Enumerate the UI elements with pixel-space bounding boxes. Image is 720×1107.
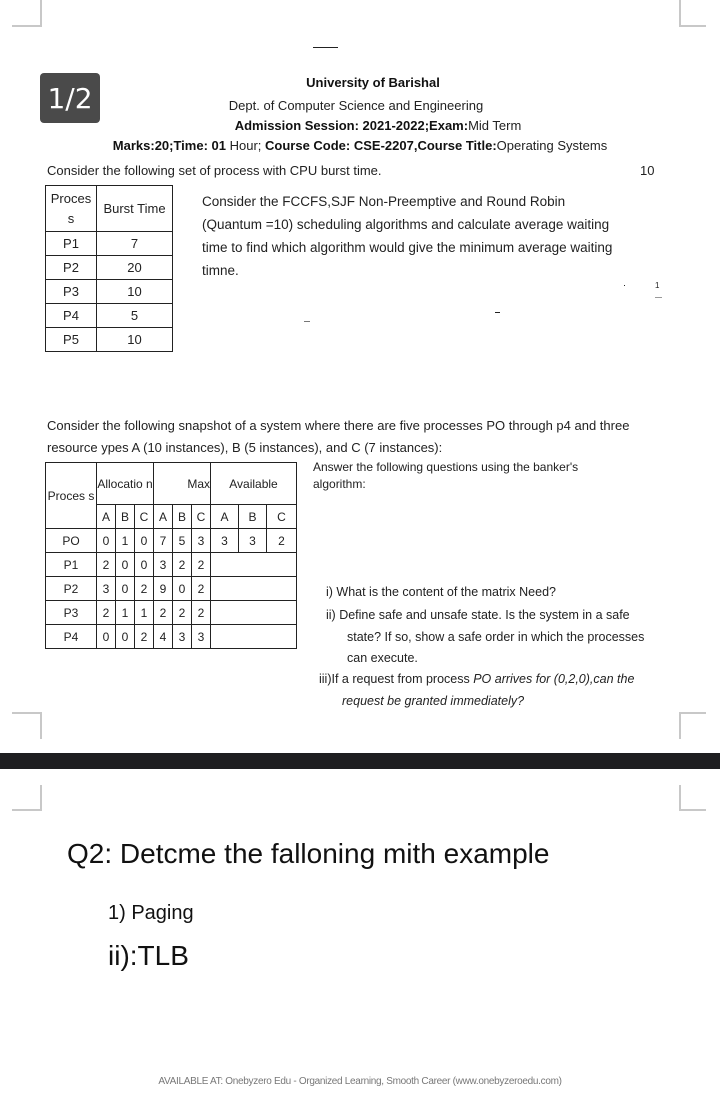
bankers-instruction: Answer the following questions using the banker's algorithm: — [313, 460, 579, 491]
cell-allocation: 2 — [135, 577, 154, 601]
table-row — [46, 256, 173, 280]
subheader-a: A — [154, 505, 173, 529]
cell-burst: 10 — [97, 280, 173, 304]
cell-available-empty — [211, 577, 297, 601]
cell-max: 4 — [154, 625, 173, 649]
crop-mark-bottom-right — [679, 712, 706, 739]
page-indicator-badge: 1/2 — [40, 73, 100, 123]
header-burst-time: Burst Time — [97, 186, 173, 232]
cell-burst: 20 — [97, 256, 173, 280]
table-row — [46, 280, 173, 304]
cell-max: 2 — [154, 601, 173, 625]
cell-max: 2 — [173, 553, 192, 577]
crop-mark-top-right — [679, 0, 706, 27]
q2-item-2: ii):TLB — [108, 940, 189, 971]
crop-mark-top-right-p2 — [679, 785, 706, 811]
question-iii-prefix: iii)If a request from process — [319, 672, 474, 686]
table-row — [46, 304, 173, 328]
department-name: Dept. of Computer Science and Engineering — [228, 98, 484, 113]
cell-available: 3 — [211, 529, 239, 553]
cell-allocation: 0 — [116, 553, 135, 577]
table-row — [46, 232, 173, 256]
footer-credit: AVAILABLE AT: Onebyzero Edu - Organized Learning, Smooth Career (www.onebyzeroedu.com) — [158, 1076, 562, 1087]
subheader-a: A — [211, 505, 239, 529]
page-divider — [0, 753, 720, 769]
bankers-table — [45, 462, 297, 649]
subheader-c: C — [266, 505, 296, 529]
cell-allocation: 0 — [135, 529, 154, 553]
cell-max: 0 — [173, 577, 192, 601]
subheader-b: B — [238, 505, 266, 529]
question-i: i) What is the content of the matrix Need? — [326, 585, 556, 599]
cell-allocation: 0 — [116, 625, 135, 649]
cell-allocation: 2 — [97, 601, 116, 625]
cell-allocation: 1 — [116, 529, 135, 553]
side-mark: 1 — [655, 281, 660, 290]
table-row — [46, 625, 297, 649]
stray-mark — [495, 312, 500, 313]
crop-mark-top-left-p2 — [12, 785, 42, 811]
cell-burst: 5 — [97, 304, 173, 328]
cell-allocation: 2 — [135, 625, 154, 649]
decorative-line — [313, 47, 338, 48]
cell-max: 3 — [154, 553, 173, 577]
question-iii — [319, 669, 649, 712]
cell-max: 7 — [154, 529, 173, 553]
table-row — [46, 328, 173, 352]
q2-title: Q2: Detcme the falloning mith example — [67, 838, 550, 869]
cell-max: 3 — [192, 529, 211, 553]
course-title: Operating Systems — [496, 138, 608, 153]
cell-max: 5 — [173, 529, 192, 553]
session-line — [18, 118, 720, 133]
subheader-b: B — [116, 505, 135, 529]
marks-time-label: Marks:20;Time: 01 — [112, 138, 226, 153]
cell-available-empty — [211, 625, 297, 649]
cell-process: P2 — [46, 577, 97, 601]
q1-intro: Consider the following set of process with CPU burst time. — [47, 163, 382, 178]
stray-mark — [655, 297, 662, 298]
cell-allocation: 0 — [135, 553, 154, 577]
header-process: Proces s — [46, 463, 97, 529]
table-row — [46, 529, 297, 553]
cell-burst: 10 — [97, 328, 173, 352]
question-ii: ii) Define safe and unsafe state. Is the system in a safe state? If so, show a safe order in which the processes can execute. — [326, 608, 645, 665]
burst-time-table — [45, 185, 173, 352]
time-unit: Hour; — [226, 138, 266, 153]
subheader-c: C — [135, 505, 154, 529]
cell-process: P5 — [46, 328, 97, 352]
cell-allocation: 0 — [97, 625, 116, 649]
header-allocation: Allocatio n — [97, 463, 154, 505]
table-row — [46, 553, 297, 577]
cell-available: 2 — [266, 529, 296, 553]
cell-process: P3 — [46, 601, 97, 625]
table-row — [46, 601, 297, 625]
cell-burst: 7 — [97, 232, 173, 256]
cell-process: PO — [46, 529, 97, 553]
cell-allocation: 1 — [116, 601, 135, 625]
cell-allocation: 0 — [97, 529, 116, 553]
subheader-c: C — [192, 505, 211, 529]
header-max: Max — [154, 463, 211, 505]
course-line — [0, 138, 720, 153]
cell-max: 3 — [192, 625, 211, 649]
q1-marks: 10 — [640, 163, 655, 178]
cell-allocation: 1 — [135, 601, 154, 625]
cell-allocation: 3 — [97, 577, 116, 601]
question-iii-italic: PO arrives for (0,2,0),can the request be granted immediately? — [342, 672, 635, 708]
subheader-a: A — [97, 505, 116, 529]
header-available: Available — [211, 463, 297, 505]
q1-question: Consider the FCCFS,SJF Non-Preemptive and Round Robin (Quantum =10) scheduling algorithms and calculate average waiting time to find which algorithm would give the minimum average waiting timne. — [202, 194, 613, 278]
cell-max: 2 — [192, 601, 211, 625]
cell-max: 3 — [173, 625, 192, 649]
cell-allocation: 0 — [116, 577, 135, 601]
cell-allocation: 2 — [97, 553, 116, 577]
cell-available: 3 — [238, 529, 266, 553]
cell-available-empty — [211, 601, 297, 625]
university-name — [13, 75, 720, 90]
cell-max: 2 — [173, 601, 192, 625]
course-code-label: Course Code: CSE-2207,Course Title: — [265, 138, 497, 153]
subheader-b: B — [173, 505, 192, 529]
cell-process: P1 — [46, 232, 97, 256]
cell-process: P4 — [46, 304, 97, 328]
cell-max: 2 — [192, 553, 211, 577]
crop-mark-bottom-left — [12, 712, 42, 739]
cell-process: P3 — [46, 280, 97, 304]
q1b-intro: Consider the following snapshot of a system where there are five processes PO through p4 and three resource ypes A (10 instances), B (5 instances), and C (7 instances): — [47, 418, 630, 455]
q2-item-1: 1) Paging — [108, 902, 194, 924]
cell-available-empty — [211, 553, 297, 577]
cell-max: 9 — [154, 577, 173, 601]
stray-mark — [304, 321, 310, 322]
university-name-text: University of Barishal — [306, 75, 440, 90]
table-row — [46, 577, 297, 601]
session-label: Admission Session: 2021-2022;Exam: — [234, 118, 469, 133]
header-process: Proces s — [46, 186, 97, 232]
cell-process: P2 — [46, 256, 97, 280]
cell-max: 2 — [192, 577, 211, 601]
cell-process: P1 — [46, 553, 97, 577]
cell-process: P4 — [46, 625, 97, 649]
crop-mark-top-left — [12, 0, 42, 27]
exam-name: Mid Term — [468, 118, 522, 133]
stray-dot — [624, 285, 625, 286]
